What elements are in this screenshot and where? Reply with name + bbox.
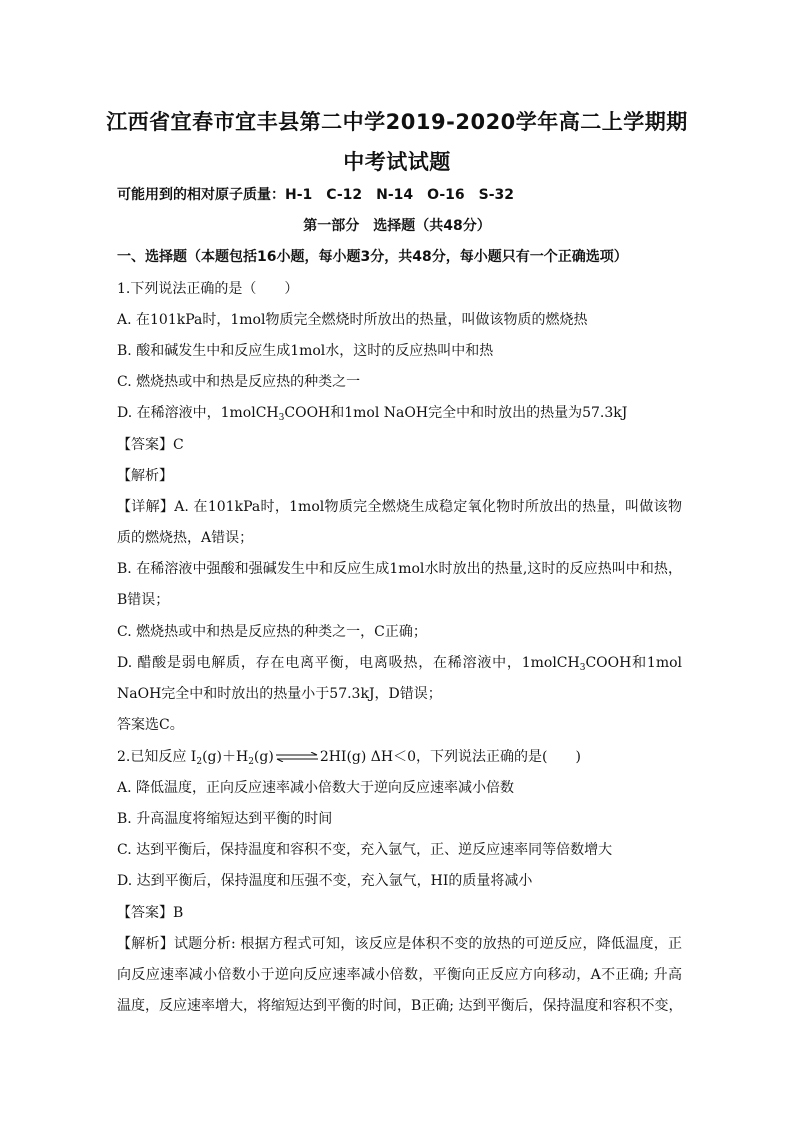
question-2-option-a: A. 降低温度，正向反应速率减小倍数大于逆向反应速率减小倍数	[117, 780, 515, 796]
question-1-detail-7: NaOH完全中和时放出的热量小于57.3kJ，D错误；	[117, 686, 442, 702]
question-1-detail-6-post: COOH和1mol	[585, 655, 682, 671]
question-1-option-a: A. 在101kPa时，1mol物质完全燃烧时所放出的热量，叫做该物质的燃烧热	[117, 312, 588, 328]
part-header: 第一部分 选择题（共48分）	[303, 218, 491, 234]
question-1-answer: 【答案】C	[117, 437, 184, 453]
question-1-detail-6	[117, 653, 682, 673]
question-2-stem-mid1: (g)＋H	[202, 749, 249, 765]
question-2-analysis-2: 向反应速率减小倍数小于逆向反应速率减小倍数，平衡向正反应方向移动，A不正确; 升高	[117, 967, 682, 983]
question-1-analysis-label: 【解析】	[117, 468, 173, 484]
document-title-line1: 江西省宜春市宜丰县第二中学2019-2020学年高二上学期期	[106, 110, 688, 134]
question-2-analysis-3: 温度，反应速率增大，将缩短达到平衡的时间，B正确; 达到平衡后，保持温度和容积不变，	[117, 998, 683, 1014]
equilibrium-arrow-icon	[275, 752, 319, 762]
question-1-option-d	[117, 403, 682, 423]
question-2-stem-mid2: (g)	[253, 749, 274, 765]
question-2-analysis-1: 【解析】试题分析: 根据方程式可知，该反应是体积不变的放热的可逆反应，降低温度，正	[117, 936, 682, 952]
question-1-detail-6-pre: D. 醋酸是弱电解质，存在电离平衡，电离吸热，在稀溶液中，1molCH	[117, 655, 580, 671]
question-1-option-c: C. 燃烧热或中和热是反应热的种类之一	[117, 374, 361, 390]
question-1-option-d-pre: D. 在稀溶液中，1molCH	[117, 405, 279, 421]
question-1-detail-6-sub: 3	[579, 663, 586, 673]
question-2-answer: 【答案】B	[117, 905, 184, 921]
question-1-detail-4: B错误；	[117, 592, 170, 608]
question-2-option-d: D. 达到平衡后，保持温度和压强不变，充入氩气，HI的质量将减小	[117, 873, 533, 889]
question-2-option-b: B. 升高温度将缩短达到平衡的时间	[117, 811, 333, 827]
question-2-stem	[117, 747, 682, 767]
question-2-stem-sub2: 2	[248, 757, 254, 767]
question-1-stem: 1.下列说法正确的是（ ）	[117, 281, 299, 297]
question-1-detail-2: 质的燃烧热，A错误；	[117, 530, 254, 546]
question-1-detail-5: C. 燃烧热或中和热是反应热的种类之一，C正确；	[117, 624, 427, 640]
question-1-detail-3: B. 在稀溶液中强酸和强碱发生中和反应生成1mol水时放出的热量,这时的反应热叫中和热，	[117, 561, 682, 577]
question-2-option-c: C. 达到平衡后，保持温度和容积不变，充入氩气，正、逆反应速率同等倍数增大	[117, 842, 613, 858]
question-1-option-d-post: COOH和1mol NaOH完全中和时放出的热量为57.3kJ	[284, 405, 628, 421]
question-1-option-d-sub: 3	[278, 413, 285, 423]
section-header: 一、选择题（本题包括16小题，每小题3分，共48分，每小题只有一个正确选项）	[117, 249, 628, 265]
atomic-masses-note: 可能用到的相对原子质量：H-1 C-12 N-14 O-16 S-32	[117, 187, 514, 203]
question-1-option-b: B. 酸和碱发生中和反应生成1mol水，这时的反应热叫中和热	[117, 343, 494, 359]
question-1-detail-1: 【详解】A. 在101kPa时，1mol物质完全燃烧生成稳定氧化物时所放出的热量，叫做该物	[117, 499, 682, 515]
document-title-line2: 中考试试题	[343, 150, 451, 174]
question-2-stem-pre: 2.已知反应 I	[117, 749, 197, 765]
question-2-stem-sub1: 2	[196, 757, 203, 767]
question-2-stem-post: 2HI(g) ΔH＜0，下列说法正确的是( )	[319, 749, 581, 765]
question-1-conclusion: 答案选C。	[117, 717, 184, 733]
